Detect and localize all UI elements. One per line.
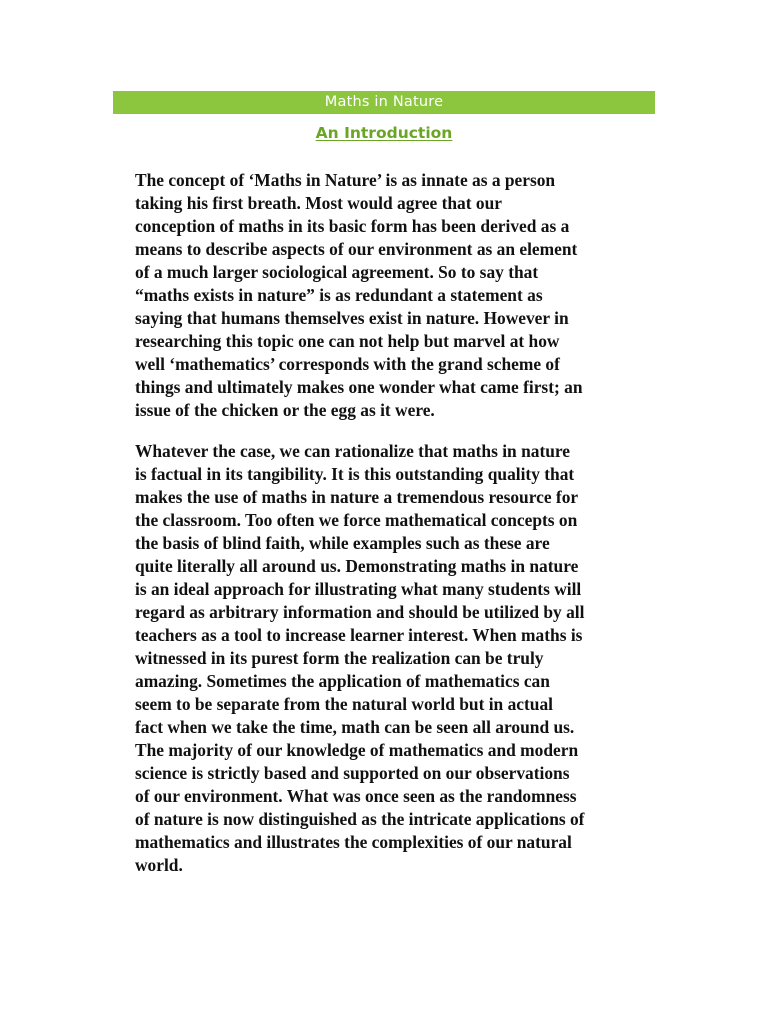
paragraph-line: researching this topic one can not help but marvel at how bbox=[135, 331, 560, 352]
paragraph-line: teachers as a tool to increase learner interest. When maths is bbox=[135, 624, 583, 645]
paragraph-line: of a much larger sociological agreement. So to say that bbox=[135, 262, 539, 283]
paragraph-line: regard as arbitrary information and should be utilized by all bbox=[135, 601, 585, 622]
paragraph-line: saying that humans themselves exist in nature. However in bbox=[135, 308, 569, 329]
paragraph-line: fact when we take the time, math can be seen all around us. bbox=[135, 717, 575, 738]
document-title: Maths in Nature bbox=[324, 94, 444, 110]
paragraph-line: seem to be separate from the natural world but in actual bbox=[135, 694, 553, 715]
paragraph bbox=[135, 169, 657, 423]
paragraph-line: amazing. Sometimes the application of mathematics can bbox=[135, 670, 550, 691]
paragraph-line: the classroom. Too often we force mathematical concepts on bbox=[135, 509, 578, 530]
paragraph-line: Whatever the case, we can rationalize that maths in nature bbox=[135, 440, 571, 461]
paragraph-line: is an ideal approach for illustrating what many students will bbox=[135, 578, 582, 599]
paragraph-line: issue of the chicken or the egg as it were. bbox=[135, 400, 435, 421]
paragraph-line: conception of maths in its basic form has been derived as a bbox=[135, 216, 570, 237]
paragraph-line: means to describe aspects of our environment as an element bbox=[135, 239, 578, 260]
paragraph-line: witnessed in its purest form the realization can be truly bbox=[135, 647, 544, 668]
paragraph-line: of our environment. What was once seen as the randomness bbox=[135, 786, 577, 807]
paragraph-line: is factual in its tangibility. It is this outstanding quality that bbox=[135, 463, 575, 484]
paragraph-line: quite literally all around us. Demonstrating maths in nature bbox=[135, 555, 579, 576]
paragraph-line: science is strictly based and supported on our observations bbox=[135, 763, 570, 784]
paragraph-line: The concept of ‘Maths in Nature’ is as innate as a person bbox=[135, 170, 556, 190]
paragraph bbox=[135, 440, 657, 878]
paragraph-line: of nature is now distinguished as the intricate applications of bbox=[135, 809, 585, 830]
paragraph-line: The majority of our knowledge of mathematics and modern bbox=[135, 740, 579, 761]
body-text bbox=[135, 169, 657, 877]
paragraph-line: mathematics and illustrates the complexities of our natural bbox=[135, 832, 572, 853]
paragraph-line: well ‘mathematics’ corresponds with the grand scheme of bbox=[135, 354, 560, 375]
paragraph-line: world. bbox=[135, 855, 183, 876]
document-subtitle: An Introduction bbox=[315, 124, 453, 142]
paragraph-line: things and ultimately makes one wonder what came first; an bbox=[135, 377, 583, 398]
paragraph-line: makes the use of maths in nature a tremendous resource for bbox=[135, 486, 579, 507]
paragraph-line: the basis of blind faith, while examples such as these are bbox=[135, 532, 550, 553]
title-bar bbox=[113, 91, 655, 114]
paragraph-line: taking his first breath. Most would agree that our bbox=[135, 193, 502, 214]
paragraph-line: “maths exists in nature” is as redundant a statement as bbox=[135, 285, 543, 306]
